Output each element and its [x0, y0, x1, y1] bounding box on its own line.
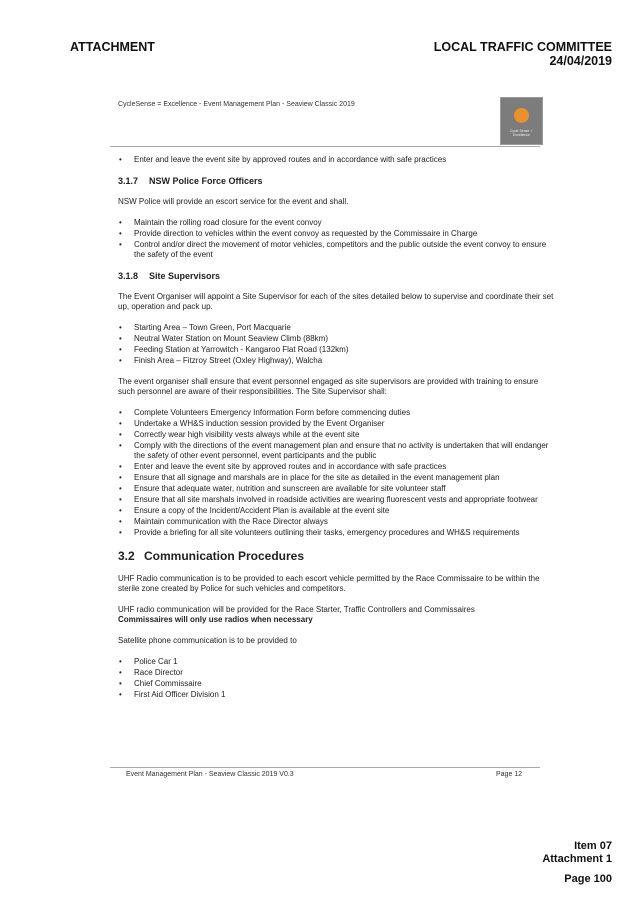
paragraph: The Event Organiser will appoint a Site Supervisor for each of the sites detailed below to supervise and coordinate their set up, operation and pack up.	[118, 292, 554, 311]
list-item: • Ensure a copy of the Incident/Accident Plan is available at the event site	[134, 506, 554, 516]
paragraph-bold-text: Commissaires will only use radios when necessary	[118, 615, 313, 624]
cyclesense-logo	[500, 97, 543, 145]
meeting-date: 24/04/2019	[549, 54, 612, 68]
list-item: • Correctly wear high visibility vests always while at the event site	[134, 430, 554, 440]
list-item: • Complete Volunteers Emergency Information Form before commencing duties	[134, 408, 554, 418]
section-heading: 3.1.7 NSW Police Force Officers	[118, 176, 263, 186]
list-item: • Provide a briefing for all site volunteers outlining their tasks, emergency procedures and WH&S requirements	[134, 528, 554, 538]
list-item: • Control and/or direct the movement of motor vehicles, competitors and the public outside the event convoy to ensure the safety of the event	[134, 240, 554, 260]
footer-divider	[110, 767, 540, 768]
list-item: • Undertake a WH&S induction session provided by the Event Organiser	[134, 419, 554, 429]
attachment-number: Attachment 1	[542, 853, 612, 865]
paragraph: UHF Radio communication is to be provided to each escort vehicle permitted by the Race Commissaire to be within the sterile zone created by Police for such vehicles and competitors.	[118, 574, 540, 593]
item-number: Item 07	[574, 840, 612, 852]
list-item: • Comply with the directions of the event management plan and ensure that no activity is undertaken that will endanger the safety of other event personnel, event participants and the public	[134, 441, 554, 461]
supervisor-duties-list	[118, 408, 554, 538]
list-item: • Neutral Water Station on Mount Seaview Climb (88km)	[134, 334, 554, 344]
list-item: • First Aid Officer Division 1	[134, 690, 554, 700]
list-item: • Ensure that adequate water, nutrition and sunscreen are available for site volunteer staff	[134, 484, 554, 494]
police-duties-list	[118, 218, 554, 260]
list-item: • Enter and leave the event site by approved routes and in accordance with safe practices	[134, 155, 554, 165]
list-item: • Enter and leave the event site by approved routes and in accordance with safe practices	[134, 462, 554, 472]
paragraph: The event organiser shall ensure that event personnel engaged as site supervisors are provided with training to ensure such personnel are aware of their responsibilities. The Site Supervisor shall:	[118, 377, 539, 396]
list-item: • Maintain the rolling road closure for the event convoy	[134, 218, 554, 228]
item-reference	[542, 840, 612, 866]
header-divider	[110, 146, 540, 147]
paragraph	[118, 605, 554, 625]
logo-emblem-icon	[514, 108, 529, 123]
list-item: • Finish Area – Fitzroy Street (Oxley Highway), Walcha	[134, 356, 554, 366]
section-heading: 3.2 Communication Procedures	[118, 549, 305, 563]
intro-bullets	[118, 155, 554, 165]
satellite-phone-list	[118, 657, 554, 700]
document-body	[118, 155, 554, 701]
list-item: • Ensure that all signage and marshals are in place for the site as detailed in the event management plan	[134, 473, 554, 483]
committee-title: LOCAL TRAFFIC COMMITTEE	[433, 40, 612, 54]
paragraph-text: UHF radio communication will be provided for the Race Starter, Traffic Controllers and Commissaires	[118, 605, 475, 614]
paragraph: NSW Police will provide an escort service for the event and shall.	[118, 197, 349, 206]
committee-heading	[434, 40, 612, 68]
attachment-heading: ATTACHMENT	[70, 40, 155, 54]
sites-list	[118, 323, 554, 366]
list-item: • Police Car 1	[134, 657, 554, 667]
logo-text: Cycle Sense ✓ Excellence	[509, 129, 534, 137]
list-item: • Feeding Station at Yarrowitch - Kangaroo Flat Road (132km)	[134, 345, 554, 355]
list-item: • Provide direction to vehicles within the event convoy as requested by the Commissaire in Charge	[134, 229, 554, 239]
list-item: • Ensure that all site marshals involved in roadside activities are wearing fluorescent vests and appropriate footwear	[134, 495, 554, 505]
document-footer-title: Event Management Plan - Seaview Classic 2019 V0.3	[126, 771, 294, 778]
list-item: • Maintain communication with the Race Director always	[134, 517, 554, 527]
paragraph: Satellite phone communication is to be provided to	[118, 636, 297, 645]
list-item: • Chief Commissaire	[134, 679, 554, 689]
document-page-number: Page 12	[496, 771, 523, 778]
list-item: • Starting Area – Town Green, Port Macquarie	[134, 323, 554, 333]
section-heading: 3.1.8 Site Supervisors	[118, 271, 221, 281]
list-item: • Race Director	[134, 668, 554, 678]
document-title: CycleSense = Excellence - Event Management Plan - Seaview Classic 2019	[118, 101, 355, 108]
page-number: Page 100	[564, 873, 612, 885]
